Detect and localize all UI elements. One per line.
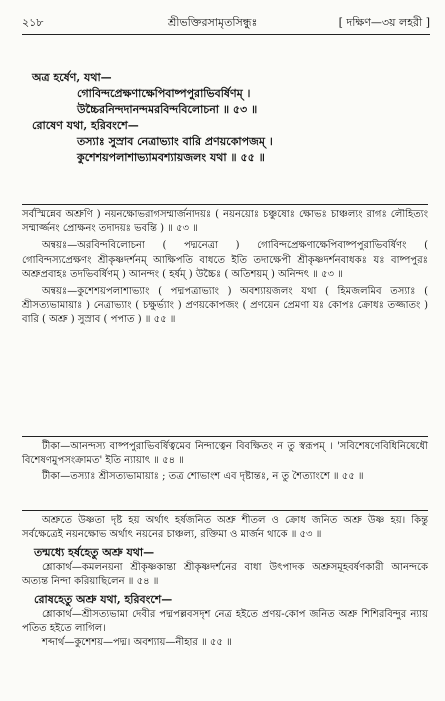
page-header: [22, 12, 430, 35]
section-label: [ দক্ষিণ—৩য় লহরী ]: [338, 16, 430, 29]
shabdartha-paragraph: শব্দার্থ—কুশেশয়—পদ্ম। অবশ্যায়—নীহার ॥ ৫৫ ॥: [42, 637, 232, 649]
translation-block: [22, 514, 428, 651]
running-title: শ্রীভক্তিরসামৃতসিন্ধুঃ: [168, 16, 258, 29]
verse-intro-harsha: অত্র হর্ষেণ, যথা—: [32, 71, 112, 84]
verse-line: উচ্চৈরনিন্দদানন্দমরবিন্দবিলোচনা ॥ ৫৩ ॥: [77, 102, 258, 116]
translation-paragraph: অশ্রুতে উষ্ণতা দৃষ্ট হয় অর্থাৎ হর্ষজনিত অশ্রু শীতল ও ক্রোধ জনিত অশ্রু উষ্ণ হয়। কিন্তু সর্বক্ষেত্রেই নয়নক্ষোভ অর্থাৎ নয়নের চাঞ্চল্য, রক্তিমা ও মার্জন থাকে ॥ ৫৩ ॥: [22, 515, 428, 541]
translation-heading: রোষহেতু অশ্রু যথা, হরিবংশে—: [34, 593, 173, 607]
anvaya-paragraph: অন্বয়ঃ—কুশেশয়পলাশাভ্যাং ( পদ্মপত্রাভ্যাং ) অবশ্যায়জলং যথা ( হিমজলমিব তস্যাঃ ( শ্রীসত্যভামায়াঃ ) নেত্রাভ্যাং ( চক্ষুর্ভ্যাং ) প্রণয়কোপজং ( প্রণয়েন প্রেমণা যঃ কোপঃ ক্রোধঃ তজ্জাতং ) বারি ( অশ্রু ) সুস্রাব ( পপাত ) ॥ ৫৫ ॥: [22, 285, 428, 326]
page-number: ২১৮: [22, 16, 44, 29]
divider: [22, 510, 428, 511]
verse-line: তস্যাঃ সুস্রাব নেত্রাভ্যাং বারি প্রণয়কোপজম্ ।: [77, 134, 273, 148]
commentary-paragraph: সর্বস্মিন্নেব অশ্রুণি ) নয়নক্ষোভরাগসম্মার্জনাদয়ঃ ( নয়নয়োঃ চঞ্চুষোঃ ক্ষোভঃ চাঞ্চল্যং রাগঃ লৌহিত্যং সম্মার্জ্জনং প্রোক্ষনং তদাদয়ঃ ভবন্তি ) ॥ ৫৩ ॥: [22, 209, 428, 235]
tika-paragraph: টীকা—তস্যাঃ শ্রীসত্যভামায়াঃ ; তত্র শোভাংশ এব দৃষ্টান্তঃ, ন তু শৈত্যাংশে ॥ ৫৫ ॥: [42, 471, 364, 483]
divider: [22, 204, 428, 205]
anvaya-paragraph: অন্বয়ঃ—অরবিন্দবিলোচনা ( পদ্মনেত্রা ) গোবিন্দপ্রেক্ষণাক্ষেপিবাষ্পপুরাভিবর্ষিণং ( গোবিন্দস্যপ্রেক্ষণং শ্রীকৃষ্ণদর্শনম্ আক্ষিপতি বাধতে ইতি তদাক্ষেপী শ্রীকৃষ্ণদর্শনবাধকঃ যঃ বাষ্পপুরঃ অশ্রুপ্রবাহঃ তদভিবর্ষিণম্ ) আনন্দং ( হর্ষম্ ) উচ্চৈঃ ( অতিশয়ম্ ) অনিন্দৎ ॥ ৫৩ ॥: [22, 240, 428, 280]
divider: [22, 436, 428, 437]
verse-block: [22, 70, 428, 166]
shlokartha-paragraph: শ্লোকার্থ—শ্রীসত্যভামা দেবীর পদ্মপল্লবসদৃশ নেত্র হইতে প্রণয়-কোপ জনিত অশ্রু শিশিরবিন্দুর ন্যায় পতিত হইতে লাগিল।: [22, 608, 428, 635]
translation-heading: তন্মধ্যে হর্ষহেতু অশ্রু যথা—: [34, 546, 155, 560]
tika-paragraph: টীকা—আনন্দস্য বাষ্পপুরাভিবর্ষিত্বমেব নিন্দাত্বেন বিবক্ষিতং ন তু স্বরূপম্ । 'সবিশেষণেবিধিনিষেধৌ বিশেষণমুপসংক্রামত' ইতি ন্যায়াৎ ॥ ৫৪ ॥: [22, 441, 428, 467]
verse-line: কুশেশয়পলাশাভ্যামবশ্যায়জলং যথা ॥ ৫৫ ॥: [77, 150, 265, 164]
commentary-block: [22, 208, 428, 328]
tika-block: [22, 440, 428, 485]
verse-line: গোবিন্দপ্রেক্ষণাক্ষেপিবাষ্পপুরাভিবর্ষিণম্ ।: [77, 86, 251, 100]
shlokartha-paragraph: শ্লোকার্থ—কমলনয়না শ্রীকৃষ্ণকান্তা শ্রীকৃষ্ণদর্শনের বাধা উৎপাদক অশ্রুসমূহবর্ষণকারী আনন্দকে অত্যন্ত নিন্দা করিয়াছিলেন ॥ ৫৪ ॥: [22, 561, 428, 588]
verse-intro-rosha: রোষেণ যথা, হরিবংশে—: [32, 118, 139, 132]
